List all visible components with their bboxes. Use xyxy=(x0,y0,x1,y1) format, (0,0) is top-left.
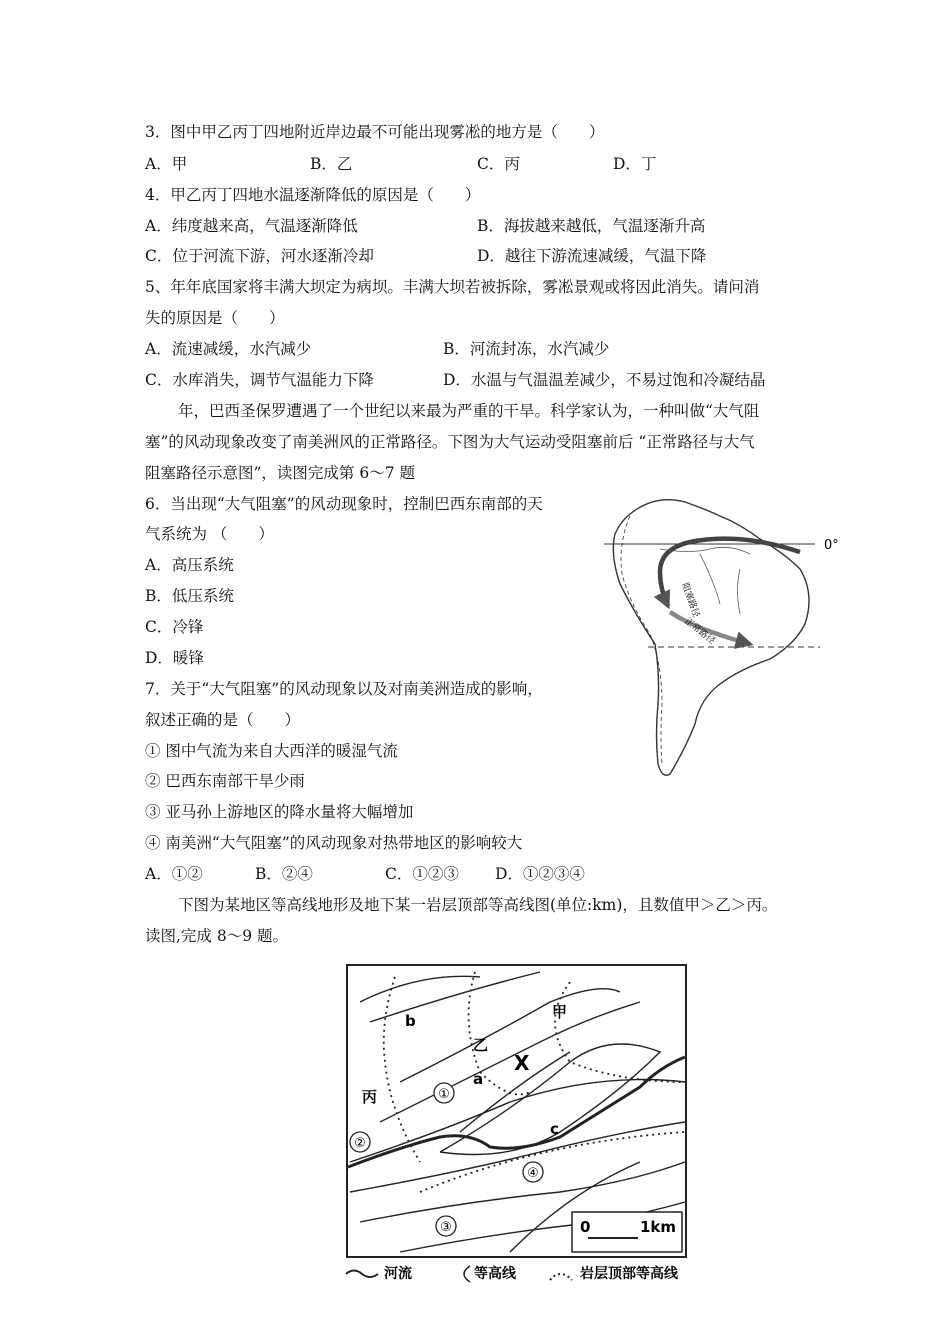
q7-option-c: C．①②③ xyxy=(385,865,459,883)
label-bing: 丙 xyxy=(362,1088,378,1106)
point-1 xyxy=(434,1083,454,1103)
label-b: b xyxy=(405,1012,416,1030)
blocked-path-label: 阻塞路径 xyxy=(679,581,701,619)
q4-option-c: C．位于河流下游，河水逐渐冷却 xyxy=(145,247,374,265)
q7-option-d: D．①②③④ xyxy=(495,865,585,883)
q6-stem-line1: 6．当出现“大气阻塞”的风动现象时，控制巴西东南部的天 xyxy=(145,495,543,513)
passage1-line1: 年，巴西圣保罗遭遇了一个世纪以来最为严重的干旱。科学家认为，一种叫做“大气阻 xyxy=(178,402,760,420)
q3-option-b: B．乙 xyxy=(310,155,353,173)
point-1-label: ① xyxy=(438,1087,450,1102)
legend-rock-symbol xyxy=(550,1274,572,1280)
q6-option-b: B．低压系统 xyxy=(145,587,234,605)
river xyxy=(660,547,750,614)
q7-stem-line1: 7．关于“大气阻塞”的风动现象以及对南美洲造成的影响， xyxy=(145,680,543,698)
q5-stem-line1: 5、年年底国家将丰满大坝定为病坝。丰满大坝若被拆除，雾凇景观或将因此消失。请问消 xyxy=(145,278,760,296)
q6-stem-line2: 气系统为 （ ） xyxy=(145,525,274,543)
equator-label: 0° xyxy=(824,538,839,553)
passage1-line2: 塞”的风动现象改变了南美洲风的正常路径。下图为大气运动受阻塞前后 “正常路径与大气 xyxy=(145,433,755,451)
scale-km: 1km xyxy=(640,1218,677,1236)
q5-option-c: C．水库消失，调节气温能力下降 xyxy=(145,371,374,389)
q7-stem-line2: 叙述正确的是（ ） xyxy=(145,711,301,729)
q7-option-b: B．②④ xyxy=(255,865,313,883)
point-3 xyxy=(436,1216,456,1236)
q3-option-c: C．丙 xyxy=(477,155,520,173)
point-2 xyxy=(350,1132,370,1152)
point-4 xyxy=(523,1162,543,1182)
legend-contour-symbol xyxy=(464,1266,470,1282)
andes-line xyxy=(621,516,662,764)
label-x: X xyxy=(514,1051,530,1075)
legend-river: 河流 xyxy=(384,1266,412,1282)
point-4-label: ④ xyxy=(527,1166,539,1181)
q6-option-a: A．高压系统 xyxy=(145,556,234,574)
passage2-line2: 读图,完成 8～9 题。 xyxy=(145,927,289,945)
q3-stem: 3．图中甲乙丙丁四地附近岸边最不可能出现雾凇的地方是（ ） xyxy=(145,123,605,141)
q5-option-b: B．河流封冻，水汽减少 xyxy=(443,340,610,358)
q4-option-b: B．海拔越来越低，气温逐渐升高 xyxy=(477,217,706,235)
south-america-map xyxy=(600,494,850,784)
label-yi: 乙 xyxy=(473,1036,489,1054)
point-3-label: ③ xyxy=(440,1220,452,1235)
label-a: a xyxy=(473,1070,484,1088)
blocked-path-arrow xyxy=(660,539,800,606)
q4-option-d: D．越往下游流速减缓，气温下降 xyxy=(477,247,707,265)
contour-map xyxy=(340,962,700,1292)
q7-statement-4: ④ 南美洲“大气阻塞”的风动现象对热带地区的影响较大 xyxy=(145,834,523,852)
passage2-line1: 下图为某地区等高线地形及地下某一岩层顶部等高线图(单位:km)，且数值甲＞乙＞丙。 xyxy=(178,896,778,914)
q5-option-a: A．流速减缓，水汽减少 xyxy=(145,340,312,358)
q4-option-a: A．纬度越来高，气温逐渐降低 xyxy=(145,217,358,235)
q4-stem: 4．甲乙丙丁四地水温逐渐降低的原因是（ ） xyxy=(145,186,481,204)
legend-rock-contour: 岩层顶部等高线 xyxy=(580,1266,678,1282)
q7-statement-3: ③ 亚马孙上游地区的降水量将大幅增加 xyxy=(145,803,414,821)
normal-path-label: 正常路径 xyxy=(682,616,717,647)
q6-option-d: D．暖锋 xyxy=(145,649,204,667)
legend-contour: 等高线 xyxy=(474,1266,516,1282)
q7-statement-1: ① 图中气流为来自大西洋的暖湿气流 xyxy=(145,742,398,760)
q7-statement-2: ② 巴西东南部干旱少雨 xyxy=(145,772,305,790)
passage1-line3: 阻塞路径示意图”，读图完成第 6～7 题 xyxy=(145,464,416,482)
point-2-label: ② xyxy=(354,1136,366,1151)
label-jia: 甲 xyxy=(552,1003,568,1021)
q7-option-a: A．①② xyxy=(145,865,203,883)
q3-option-a: A．甲 xyxy=(145,155,188,173)
q6-option-c: C．冷锋 xyxy=(145,618,204,636)
scale-zero: 0 xyxy=(580,1218,591,1236)
q3-option-d: D．丁 xyxy=(613,155,657,173)
legend-river-symbol xyxy=(346,1271,378,1278)
q5-stem-line2: 失的原因是（ ） xyxy=(145,309,285,327)
label-c: c xyxy=(550,1120,559,1138)
q5-option-d: D．水温与气温温差减少，不易过饱和冷凝结晶 xyxy=(443,371,766,389)
